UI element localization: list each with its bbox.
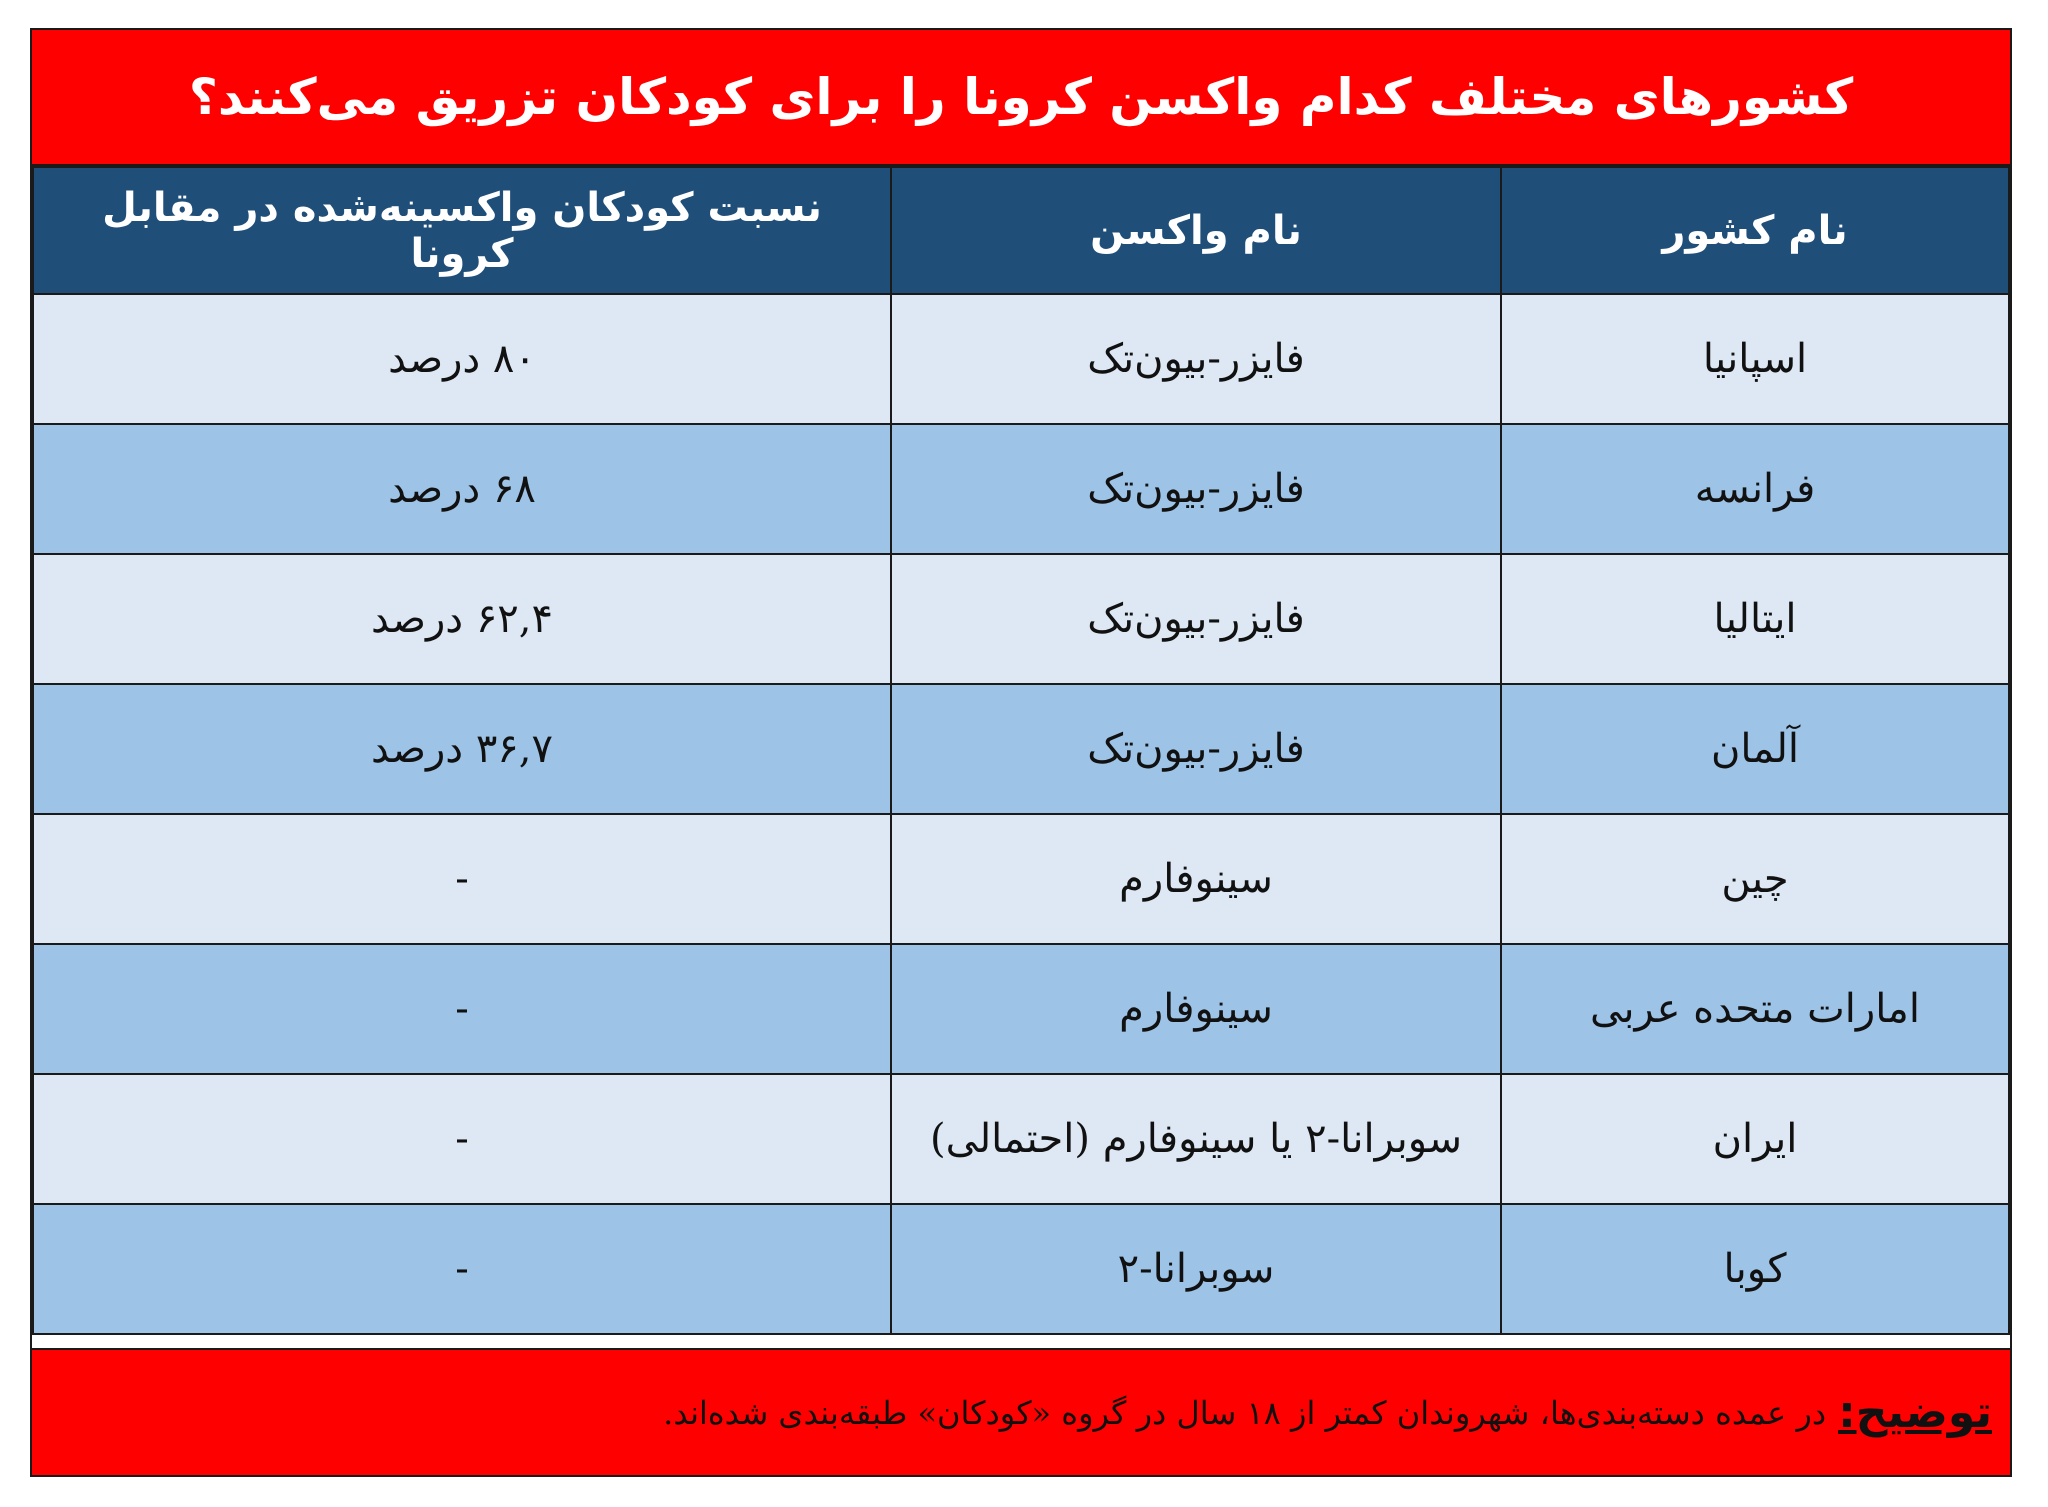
cell-ratio: -: [33, 944, 891, 1074]
header-country: نام کشور: [1501, 167, 2009, 294]
table-row: [33, 944, 2009, 1074]
cell-country: چین: [1501, 814, 2009, 944]
vaccine-table: [32, 166, 2010, 1335]
cell-vaccine: فایزر-بیون‌تک: [891, 294, 1501, 424]
cell-ratio: -: [33, 1204, 891, 1334]
cell-country: اسپانیا: [1501, 294, 2009, 424]
cell-ratio: ۶۲,۴ درصد: [33, 554, 891, 684]
cell-country: امارات متحده عربی: [1501, 944, 2009, 1074]
table-row: [33, 294, 2009, 424]
header-vaccine: نام واکسن: [891, 167, 1501, 294]
cell-vaccine: فایزر-بیون‌تک: [891, 684, 1501, 814]
cell-country: کوبا: [1501, 1204, 2009, 1334]
cell-ratio: ۸۰ درصد: [33, 294, 891, 424]
table-row: [33, 814, 2009, 944]
cell-vaccine: سوبرانا-۲: [891, 1204, 1501, 1334]
cell-country: ایران: [1501, 1074, 2009, 1204]
table-row: [33, 1204, 2009, 1334]
table-row: [33, 554, 2009, 684]
title-bar: [32, 30, 2010, 166]
cell-country: فرانسه: [1501, 424, 2009, 554]
cell-country: ایتالیا: [1501, 554, 2009, 684]
cell-vaccine: سوبرانا-۲ یا سینوفارم (احتمالی): [891, 1074, 1501, 1204]
infographic-frame: [30, 28, 2012, 1477]
cell-vaccine: فایزر-بیون‌تک: [891, 554, 1501, 684]
table-row: [33, 424, 2009, 554]
cell-vaccine: سینوفارم: [891, 814, 1501, 944]
footnote-text: در عمده دسته‌بندی‌ها، شهروندان کمتر از ۱۸ سال در گروه «کودکان» طبقه‌بندی شده‌اند.: [663, 1393, 1827, 1432]
cell-vaccine: فایزر-بیون‌تک: [891, 424, 1501, 554]
page-title: کشورهای مختلف کدام واکسن کرونا را برای کودکان تزریق می‌کنند؟: [188, 68, 1854, 126]
footnote-bar: [32, 1348, 2010, 1475]
table-header-row: [33, 167, 2009, 294]
table-row: [33, 684, 2009, 814]
table-row: [33, 1074, 2009, 1204]
cell-ratio: -: [33, 814, 891, 944]
cell-ratio: -: [33, 1074, 891, 1204]
cell-ratio: ۶۸ درصد: [33, 424, 891, 554]
footnote-label: توضیح:: [1838, 1387, 1992, 1438]
cell-vaccine: سینوفارم: [891, 944, 1501, 1074]
cell-ratio: ۳۶,۷ درصد: [33, 684, 891, 814]
cell-country: آلمان: [1501, 684, 2009, 814]
header-ratio: نسبت کودکان واکسینه‌شده در مقابل کرونا: [33, 167, 891, 294]
